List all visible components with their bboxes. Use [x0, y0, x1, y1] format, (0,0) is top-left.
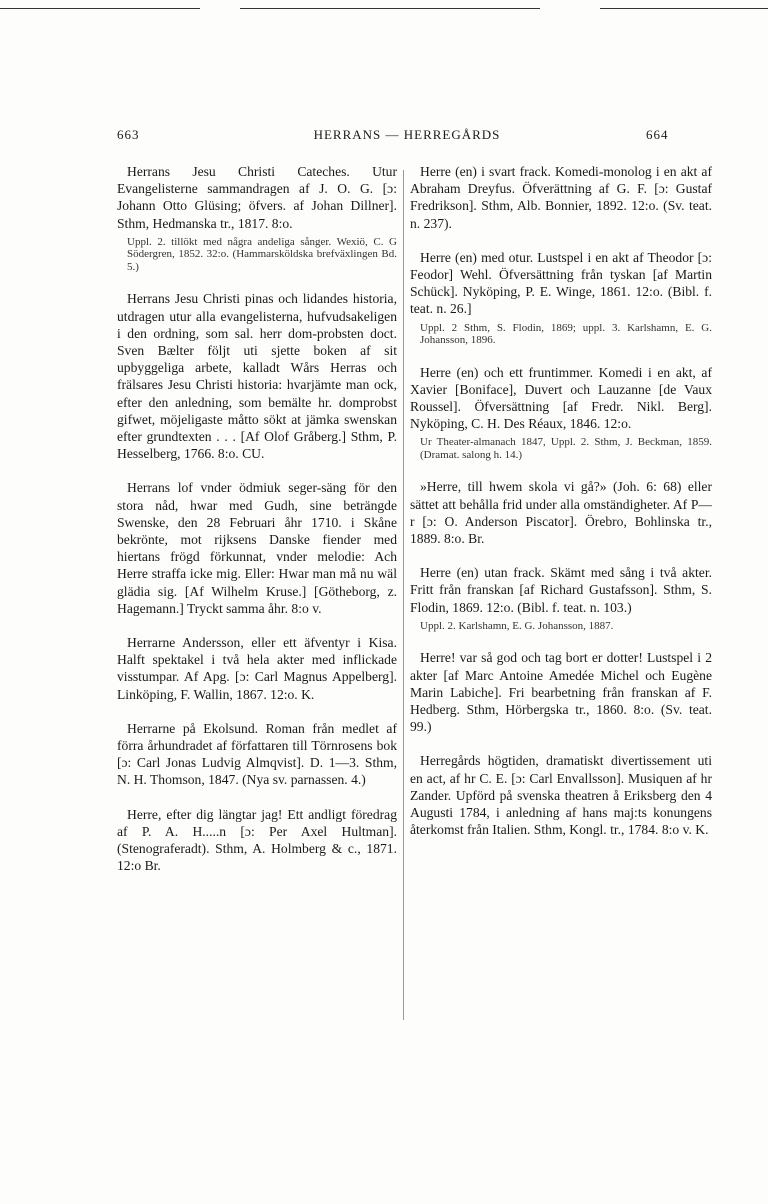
- entry: Herrarne Andersson, eller ett äfventyr i Kisa. Halft spektakel i två hela akter med inflickade visstumpar. Af Apg. [ɔ: Carl Magnus Appelberg]. Linköping, F. Wallin, 1867. 12:o. K.: [117, 634, 397, 702]
- entry: Herrans Jesu Christi Cateches. Utur Evangelisterne sammandragen af J. O. G. [ɔ: Johann Otto Glüsing; öfvers. af Johan Dillner]. Sthm, Hedmanska tr., 1817. 8:o.: [117, 164, 397, 231]
- entry: Herrarne på Ekolsund. Roman från medlet af förra århundradet af författaren till Törnrosens bok [ɔ: Carl Jonas Ludvig Almqvist]. D. 1—3. Sthm, N. H. Thomson, 1847. (Nya sv. parnassen. 4.): [117, 720, 397, 788]
- page-number-right: 664: [646, 127, 669, 142]
- entry: »Herre, till hwem skola vi gå?» (Joh. 6: 68) eller sättet att behålla frid under alla omständigheter. Af P—r [ɔ: O. Anderson Piscator]. Örebro, Bohlinska tr., 1889. 8:o. Br.: [410, 479, 712, 547]
- top-rule-right: [600, 8, 768, 9]
- top-rule-left: [0, 8, 200, 9]
- entry-note: Uppl. 2. tillökt med några andeliga sånger. Wexiö, C. G Södergren, 1852. 32:o. (Hammarsköldska brefväxlingen Bd. 5.): [127, 235, 397, 273]
- page-header: [0, 127, 768, 147]
- entry: Herre! var så god och tag bort er dotter! Lustspel i 2 akter [af Marc Antoine Amedée Michel och Eugène Marin Labiche]. Fri bearbetning från franskan af F. Hedberg. Sthm, Hörbergska tr., 1860. 8:o. (Sv. teat. 99.): [410, 650, 712, 735]
- column-separator: [403, 170, 404, 1020]
- entry: Herre (en) med otur. Lustspel i en akt af Theodor [ɔ: Feodor] Wehl. Öfversättning från tyskan [af Martin Schück]. Nyköping, P. E. Winge, 1861. 12:o. (Bibl. f. teat. n. 26.]: [410, 249, 712, 317]
- running-title: HERRANS — HERREGÅRDS: [313, 127, 501, 142]
- entry: Herre, efter dig längtar jag! Ett andligt föredrag af P. A. H.....n [ɔ: Per Axel Hultman]. (Stenograferadt). Sthm, A. Holmberg & c., 1871. 12:o Br.: [117, 806, 397, 874]
- entry: Herre (en) utan frack. Skämt med sång i två akter. Fritt från franskan [af Richard Gustafsson]. Sthm, S. Flodin, 1869. 12:o. (Bibl. f. teat. n. 103.): [410, 565, 712, 615]
- entry: Herrans Jesu Christi pinas och lidandes historia, utdragen utur alla evangelisterna, hufvudsakeligen i den ordning, som sal. herr dom-probsten doct. Sven Bælter följt uti sjette boken af sit upbyggeliga arbete, kalladt Wårs Herras och frälsares Jesu Christi historia: hvarjämte man ock, efter den anledning, som bemälte hr. domprobst gifwet, möjeligaste måtto sökt at jämka swenskan efter grundtexten . . . [Af Olof Gråberg.] Sthm, P. Hesselberg, 1766. 8:o. CU.: [117, 291, 397, 462]
- right-column: [410, 163, 712, 838]
- entry: Herre (en) i svart frack. Komedi-monolog i en akt af Abraham Dreyfus. Öfverättning af G. F. [ɔ: Gustaf Fredrikson]. Sthm, Alb. Bonnier, 1892. 12:o. (Sv. teat. n. 237).: [410, 164, 712, 231]
- top-rule-middle: [240, 8, 540, 9]
- page-number-left: 663: [117, 127, 140, 142]
- entry-note: Ur Theater-almanach 1847, Uppl. 2. Sthm, J. Beckman, 1859. (Dramat. salong h. 14.): [420, 436, 712, 461]
- entry: Herrans lof vnder ödmiuk seger-säng för den stora nåd, hwar med Gudh, sine beträngde Swenske, den 28 Februari åhr 1710. i Skåne bekrönte, mot rijksens Danske fiender med hiertans frögd förkunnat, vnder melodie: Ach Herre straffa icke mig. Eller: Hwar man må nu wäl glädia sig. [Af Wilhelm Kruse.] [Götheborg, z. Hagemann.] Tryckt samma åhr. 8:o v.: [117, 480, 397, 616]
- entry: Herre (en) och ett fruntimmer. Komedi i en akt, af Xavier [Boniface], Duvert och Lauzanne [de Vaux Roussel]. Öfversättning [af Fredr. Nikl. Berg]. Nyköping, C. H. Des Réaux, 1846. 12:o.: [410, 364, 712, 432]
- entry-note: Uppl. 2. Karlshamn, E. G. Johansson, 1887.: [420, 619, 614, 632]
- left-column: [117, 163, 397, 874]
- entry: Herregårds högtiden, dramatiskt divertissement uti en act, af hr C. E. [ɔ: Carl Envallsson]. Musiquen af hr Zander. Upförd på svenska theatren å Eriksberg den 4 Augusti 1784, i anledning af hans maj:ts konungens återkomst från Italien. Sthm, Kongl. tr., 1784. 8:o v. K.: [410, 753, 712, 838]
- entry-note: Uppl. 2 Sthm, S. Flodin, 1869; uppl. 3. Karlshamn, E. G. Johansson, 1896.: [420, 321, 712, 347]
